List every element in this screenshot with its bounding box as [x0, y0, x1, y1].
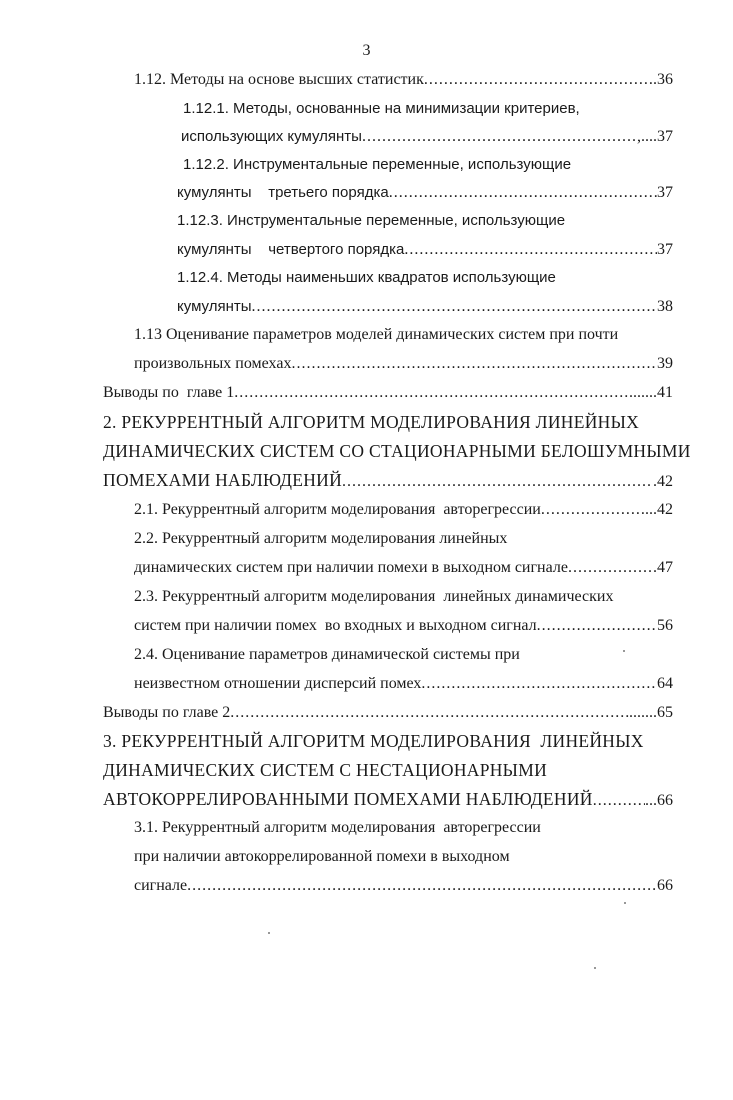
toc-entry-title: 2.2. Рекуррентный алгоритм моделирования линейных — [134, 530, 508, 547]
toc-page-number: 37 — [657, 184, 673, 201]
toc-leader — [230, 703, 629, 723]
toc-entry-title: кумулянты — [177, 298, 252, 315]
toc-page-number: ,....37 — [637, 128, 673, 145]
toc-leader — [404, 240, 657, 260]
toc-leader — [541, 500, 645, 520]
toc-entry-title: неизвестном отношении дисперсий помех — [134, 675, 422, 692]
toc-entry-1-12-2 — [177, 183, 673, 203]
toc-page-number: 66 — [657, 877, 673, 894]
toc-entry-1-12-4 — [177, 297, 673, 317]
toc-page-number: 37 — [657, 241, 673, 258]
toc-entry-2-1 — [134, 500, 673, 520]
toc-chapter-title: ДИНАМИЧЕСКИХ СИСТЕМ СО СТАЦИОНАРНЫМИ БЕЛОШУМНЫМИ — [103, 441, 691, 461]
toc-chapter-title: ПОМЕХАМИ НАБЛЮДЕНИЙ — [103, 470, 343, 490]
toc-chapter-title: 2. РЕКУРРЕНТНЫЙ АЛГОРИТМ МОДЕЛИРОВАНИЯ ЛИНЕЙНЫХ — [103, 412, 640, 432]
toc-leader — [593, 791, 645, 811]
toc-entry-3-1 — [134, 876, 673, 896]
toc-leader — [537, 616, 657, 636]
toc-entry-title: сигнале — [134, 877, 188, 894]
toc-entry-title: произвольных помехах — [134, 355, 292, 372]
toc-chapter-title: ДИНАМИЧЕСКИХ СИСТЕМ С НЕСТАЦИОНАРНЫМИ — [103, 760, 548, 780]
toc-entry-title: использующих кумулянты — [181, 128, 362, 145]
toc-leader — [421, 674, 657, 694]
toc-page-number: 64 — [657, 675, 673, 692]
toc-leader — [424, 70, 653, 90]
toc-leader — [234, 383, 629, 403]
toc-entry-title: кумулянты четвертого порядка — [177, 241, 405, 258]
toc-entry-title: 2.1. Рекуррентный алгоритм моделирования авторегрессии — [134, 501, 541, 518]
toc-entry-title: кумулянты третьего порядка — [177, 184, 389, 201]
toc-entry-2-2 — [134, 558, 673, 578]
toc-leader — [342, 472, 653, 492]
toc-entry-title: 1.12.3. Инструментальные переменные, использующие — [177, 212, 566, 229]
toc-page-number: ...42 — [645, 501, 673, 518]
toc-page-number: .......65 — [629, 704, 673, 721]
scan-speck — [623, 650, 625, 652]
toc-entry-1-12 — [134, 70, 673, 90]
toc-entry-title: Выводы по главе 1 — [103, 384, 235, 401]
toc-entry-2-3 — [134, 616, 673, 636]
toc-leader — [187, 876, 657, 896]
toc-page-number: 56 — [657, 617, 673, 634]
toc-entry-title: 1.13 Оценивание параметров моделей динамических систем при почти — [134, 326, 619, 343]
toc-entry-title: Выводы по главе 2 — [103, 704, 231, 721]
toc-leader — [252, 297, 657, 317]
toc-page-number: ...66 — [645, 792, 673, 809]
toc-entry-title: 1.12. Методы на основе высших статистик — [134, 71, 424, 88]
toc-chapter-title: АВТОКОРРЕЛИРОВАННЫМИ ПОМЕХАМИ НАБЛЮДЕНИЙ — [103, 789, 593, 809]
toc-entry-conclusions-2 — [103, 703, 673, 723]
scan-speck — [624, 902, 626, 904]
toc-entry-title: 3.1. Рекуррентный алгоритм моделирования авторегрессии — [134, 819, 541, 836]
toc-entry-chapter-3 — [103, 789, 673, 811]
toc-page-number: 47 — [657, 559, 673, 576]
toc-entry-title: динамических систем при наличии помехи в выходном сигнале — [134, 559, 568, 576]
toc-page-number: 38 — [657, 298, 673, 315]
toc-entry-1-12-3 — [177, 240, 673, 260]
toc-leader — [291, 354, 657, 374]
toc-entry-chapter-2 — [103, 470, 673, 492]
toc-entry-conclusions-1 — [103, 383, 673, 403]
toc-entry-1-12-1 — [181, 127, 673, 147]
toc-chapter-title: 3. РЕКУРРЕНТНЫЙ АЛГОРИТМ МОДЕЛИРОВАНИЯ ЛИНЕЙНЫХ — [103, 731, 644, 751]
toc-entry-2-4 — [134, 674, 673, 694]
toc-entry-title: 1.12.4. Методы наименьших квадратов использующие — [177, 269, 556, 286]
toc-entry-title: 1.12.1. Методы, основанные на минимизации критериев, — [183, 100, 580, 117]
toc-entry-title: систем при наличии помех во входных и выходном сигнал — [134, 617, 537, 634]
toc-entry-title: при наличии автокоррелированной помехи в выходном — [134, 848, 510, 865]
scan-speck — [594, 967, 596, 969]
toc-entry-title: 2.3. Рекуррентный алгоритм моделирования линейных динамических — [134, 588, 614, 605]
toc-page-number: .......41 — [629, 384, 673, 401]
toc-leader — [362, 127, 637, 147]
toc-leader — [568, 558, 657, 578]
toc-entry-1-13 — [134, 354, 673, 374]
toc-leader — [389, 183, 657, 203]
toc-page-number: .36 — [653, 71, 673, 88]
scan-speck — [268, 932, 270, 934]
toc-page-number: 39 — [657, 355, 673, 372]
toc-entry-title: 1.12.2. Инструментальные переменные, использующие — [183, 156, 572, 173]
toc-entry-title: 2.4. Оценивание параметров динамической системы при — [134, 646, 520, 663]
page-number: 3 — [362, 42, 371, 59]
toc-page-number: .42 — [653, 473, 673, 490]
